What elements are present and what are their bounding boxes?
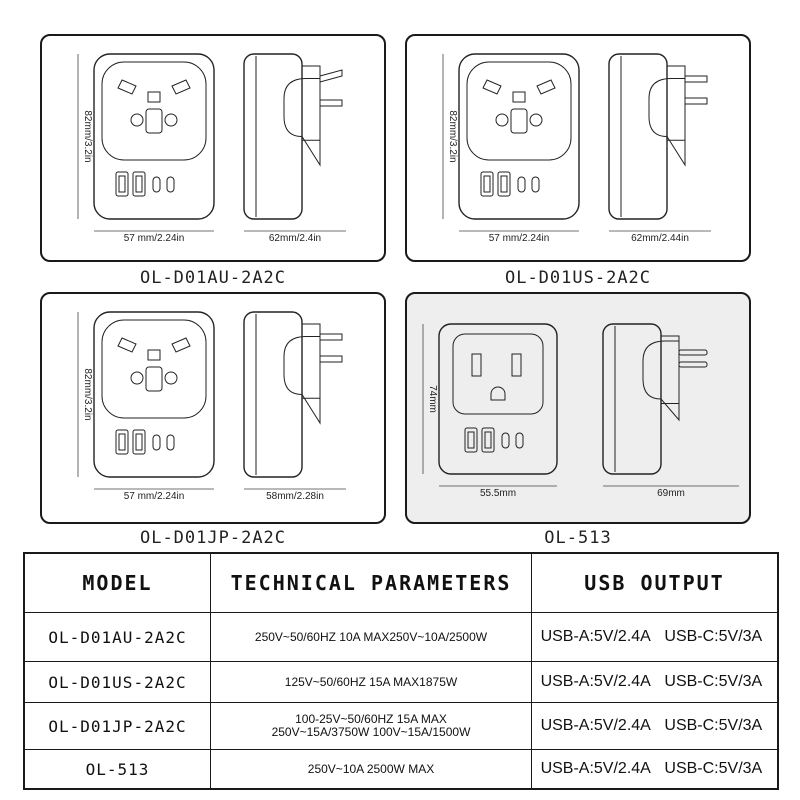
socket-face bbox=[102, 62, 206, 160]
socket-ground-icon bbox=[491, 387, 505, 400]
table-row bbox=[24, 750, 778, 790]
height-dimension-label: 82mm/3.2in bbox=[447, 110, 458, 163]
socket-slot-right-icon bbox=[172, 338, 190, 352]
spec-table bbox=[23, 552, 779, 790]
table-row bbox=[24, 662, 778, 703]
socket-slot-left-icon bbox=[118, 80, 136, 94]
adapter-front-body bbox=[459, 54, 579, 219]
product-panel-ol513 bbox=[405, 292, 751, 524]
usb-c-port-icon bbox=[153, 177, 160, 192]
plug-housing bbox=[302, 66, 320, 140]
params-line: 250V~15A/3750W 100V~15A/1500W bbox=[271, 725, 471, 739]
product-panel-us bbox=[405, 34, 751, 262]
model-cell: OL-D01JP-2A2C bbox=[24, 703, 211, 750]
usb-c-output: USB-C:5V/3A bbox=[664, 673, 763, 690]
socket-ground-icon bbox=[513, 92, 525, 102]
width-dimension-label: 57 mm/2.24in bbox=[488, 233, 550, 244]
header-model: MODEL bbox=[24, 553, 211, 613]
usb-a-output: USB-A:5V/2.4A bbox=[540, 717, 651, 734]
plug-pin-icon bbox=[320, 70, 342, 82]
width-dimension-label: 57 mm/2.24in bbox=[123, 233, 185, 244]
socket-face bbox=[467, 62, 571, 160]
model-cell: OL-513 bbox=[24, 750, 211, 790]
socket-slot-right-icon bbox=[537, 80, 555, 94]
usb-c-port-icon bbox=[516, 433, 523, 448]
params-cell bbox=[211, 662, 532, 703]
usb-a-port-inner bbox=[136, 176, 142, 192]
header-usb-output: USB OUTPUT bbox=[532, 553, 779, 613]
usb-c-port-icon bbox=[153, 435, 160, 450]
usb-a-output: USB-A:5V/2.4A bbox=[540, 673, 651, 690]
height-dimension-label: 82mm/3.2in bbox=[82, 368, 93, 421]
socket-hole-icon bbox=[165, 372, 177, 384]
params-line: 250V~10A 2500W MAX bbox=[307, 761, 435, 776]
table-row bbox=[24, 703, 778, 750]
adapter-front-body bbox=[439, 324, 557, 474]
plug-pin-icon bbox=[679, 362, 707, 367]
usb-a-port-inner bbox=[119, 434, 125, 450]
adapter-side-body bbox=[244, 312, 302, 477]
usb-a-port-inner bbox=[136, 434, 142, 450]
usb-cell bbox=[532, 703, 779, 750]
adapter-drawing-au bbox=[42, 36, 388, 264]
usb-a-port-inner bbox=[484, 176, 490, 192]
usb-c-output: USB-C:5V/3A bbox=[664, 717, 763, 734]
socket-ground-icon bbox=[148, 92, 160, 102]
socket-center-icon bbox=[511, 109, 527, 133]
product-caption-au: OL-D01AU-2A2C bbox=[139, 268, 287, 288]
usb-cell bbox=[532, 613, 779, 662]
product-panel-au bbox=[40, 34, 386, 262]
params-line: 125V~50/60HZ 15A MAX1875W bbox=[284, 674, 458, 689]
adapter-side-body bbox=[603, 324, 661, 474]
height-dimension-label: 82mm/3.2in bbox=[82, 110, 93, 163]
plug-pin-icon bbox=[679, 350, 707, 355]
table-row bbox=[24, 613, 778, 662]
adapter-side-body bbox=[244, 54, 302, 219]
usb-c-port-icon bbox=[518, 177, 525, 192]
usb-a-output: USB-A:5V/2.4A bbox=[540, 628, 651, 645]
usb-cell bbox=[532, 750, 779, 790]
plug-pin-icon bbox=[320, 100, 342, 106]
usb-a-port-inner bbox=[468, 432, 474, 448]
socket-slot-left-icon bbox=[483, 80, 501, 94]
width-dimension-label: 57 mm/2.24in bbox=[123, 491, 185, 502]
header-technical-parameters: TECHNICAL PARAMETERS bbox=[211, 553, 532, 613]
usb-c-port-icon bbox=[532, 177, 539, 192]
socket-hole-icon bbox=[131, 372, 143, 384]
adapter-drawing-us bbox=[407, 36, 753, 264]
depth-dimension-label: 62mm/2.4in bbox=[268, 233, 322, 244]
socket-slot-right-icon bbox=[172, 80, 190, 94]
depth-dimension-label: 62mm/2.44in bbox=[631, 233, 689, 244]
height-dimension-label: 74mm bbox=[427, 385, 438, 413]
usb-a-output: USB-A:5V/2.4A bbox=[540, 760, 651, 777]
usb-a-port-inner bbox=[119, 176, 125, 192]
usb-a-port-inner bbox=[485, 432, 491, 448]
plug-housing bbox=[302, 324, 320, 398]
depth-dimension-label: 69mm bbox=[657, 488, 685, 499]
usb-c-port-icon bbox=[502, 433, 509, 448]
depth-dimension-label: 58mm/2.28in bbox=[266, 491, 324, 502]
socket-center-icon bbox=[146, 109, 162, 133]
model-cell: OL-D01AU-2A2C bbox=[24, 613, 211, 662]
product-caption-jp: OL-D01JP-2A2C bbox=[139, 528, 287, 548]
socket-face bbox=[102, 320, 206, 418]
plug-housing bbox=[667, 66, 685, 140]
adapter-front-body bbox=[94, 54, 214, 219]
socket-face bbox=[453, 334, 543, 414]
usb-c-output: USB-C:5V/3A bbox=[664, 628, 763, 645]
plug-housing bbox=[661, 336, 679, 404]
socket-slot-left-icon bbox=[472, 354, 481, 376]
socket-ground-icon bbox=[148, 350, 160, 360]
adapter-drawing-jp bbox=[42, 294, 388, 526]
params-cell bbox=[211, 703, 532, 750]
socket-slot-left-icon bbox=[118, 338, 136, 352]
params-cell bbox=[211, 750, 532, 790]
socket-center-icon bbox=[146, 367, 162, 391]
model-cell: OL-D01US-2A2C bbox=[24, 662, 211, 703]
socket-hole-icon bbox=[131, 114, 143, 126]
socket-hole-icon bbox=[496, 114, 508, 126]
adapter-front-body bbox=[94, 312, 214, 477]
params-cell bbox=[211, 613, 532, 662]
usb-cell bbox=[532, 662, 779, 703]
usb-c-port-icon bbox=[167, 177, 174, 192]
socket-hole-icon bbox=[530, 114, 542, 126]
usb-a-port-inner bbox=[501, 176, 507, 192]
width-dimension-label: 55.5mm bbox=[479, 488, 517, 499]
product-caption-ol513: OL-513 bbox=[544, 528, 612, 548]
adapter-side-body bbox=[609, 54, 667, 219]
product-panel-jp bbox=[40, 292, 386, 524]
socket-hole-icon bbox=[165, 114, 177, 126]
plug-pin-icon bbox=[320, 356, 342, 362]
params-line: 250V~50/60HZ 10A MAX250V~10A/2500W bbox=[254, 629, 488, 644]
plug-pin-icon bbox=[685, 76, 707, 82]
product-caption-us: OL-D01US-2A2C bbox=[504, 268, 652, 288]
plug-pin-icon bbox=[685, 98, 707, 104]
adapter-drawing-ol513 bbox=[407, 294, 753, 526]
socket-slot-right-icon bbox=[512, 354, 521, 376]
params-line: 100-25V~50/60HZ 15A MAX bbox=[295, 712, 447, 726]
usb-c-output: USB-C:5V/3A bbox=[664, 760, 763, 777]
usb-c-port-icon bbox=[167, 435, 174, 450]
plug-pin-icon bbox=[320, 334, 342, 340]
